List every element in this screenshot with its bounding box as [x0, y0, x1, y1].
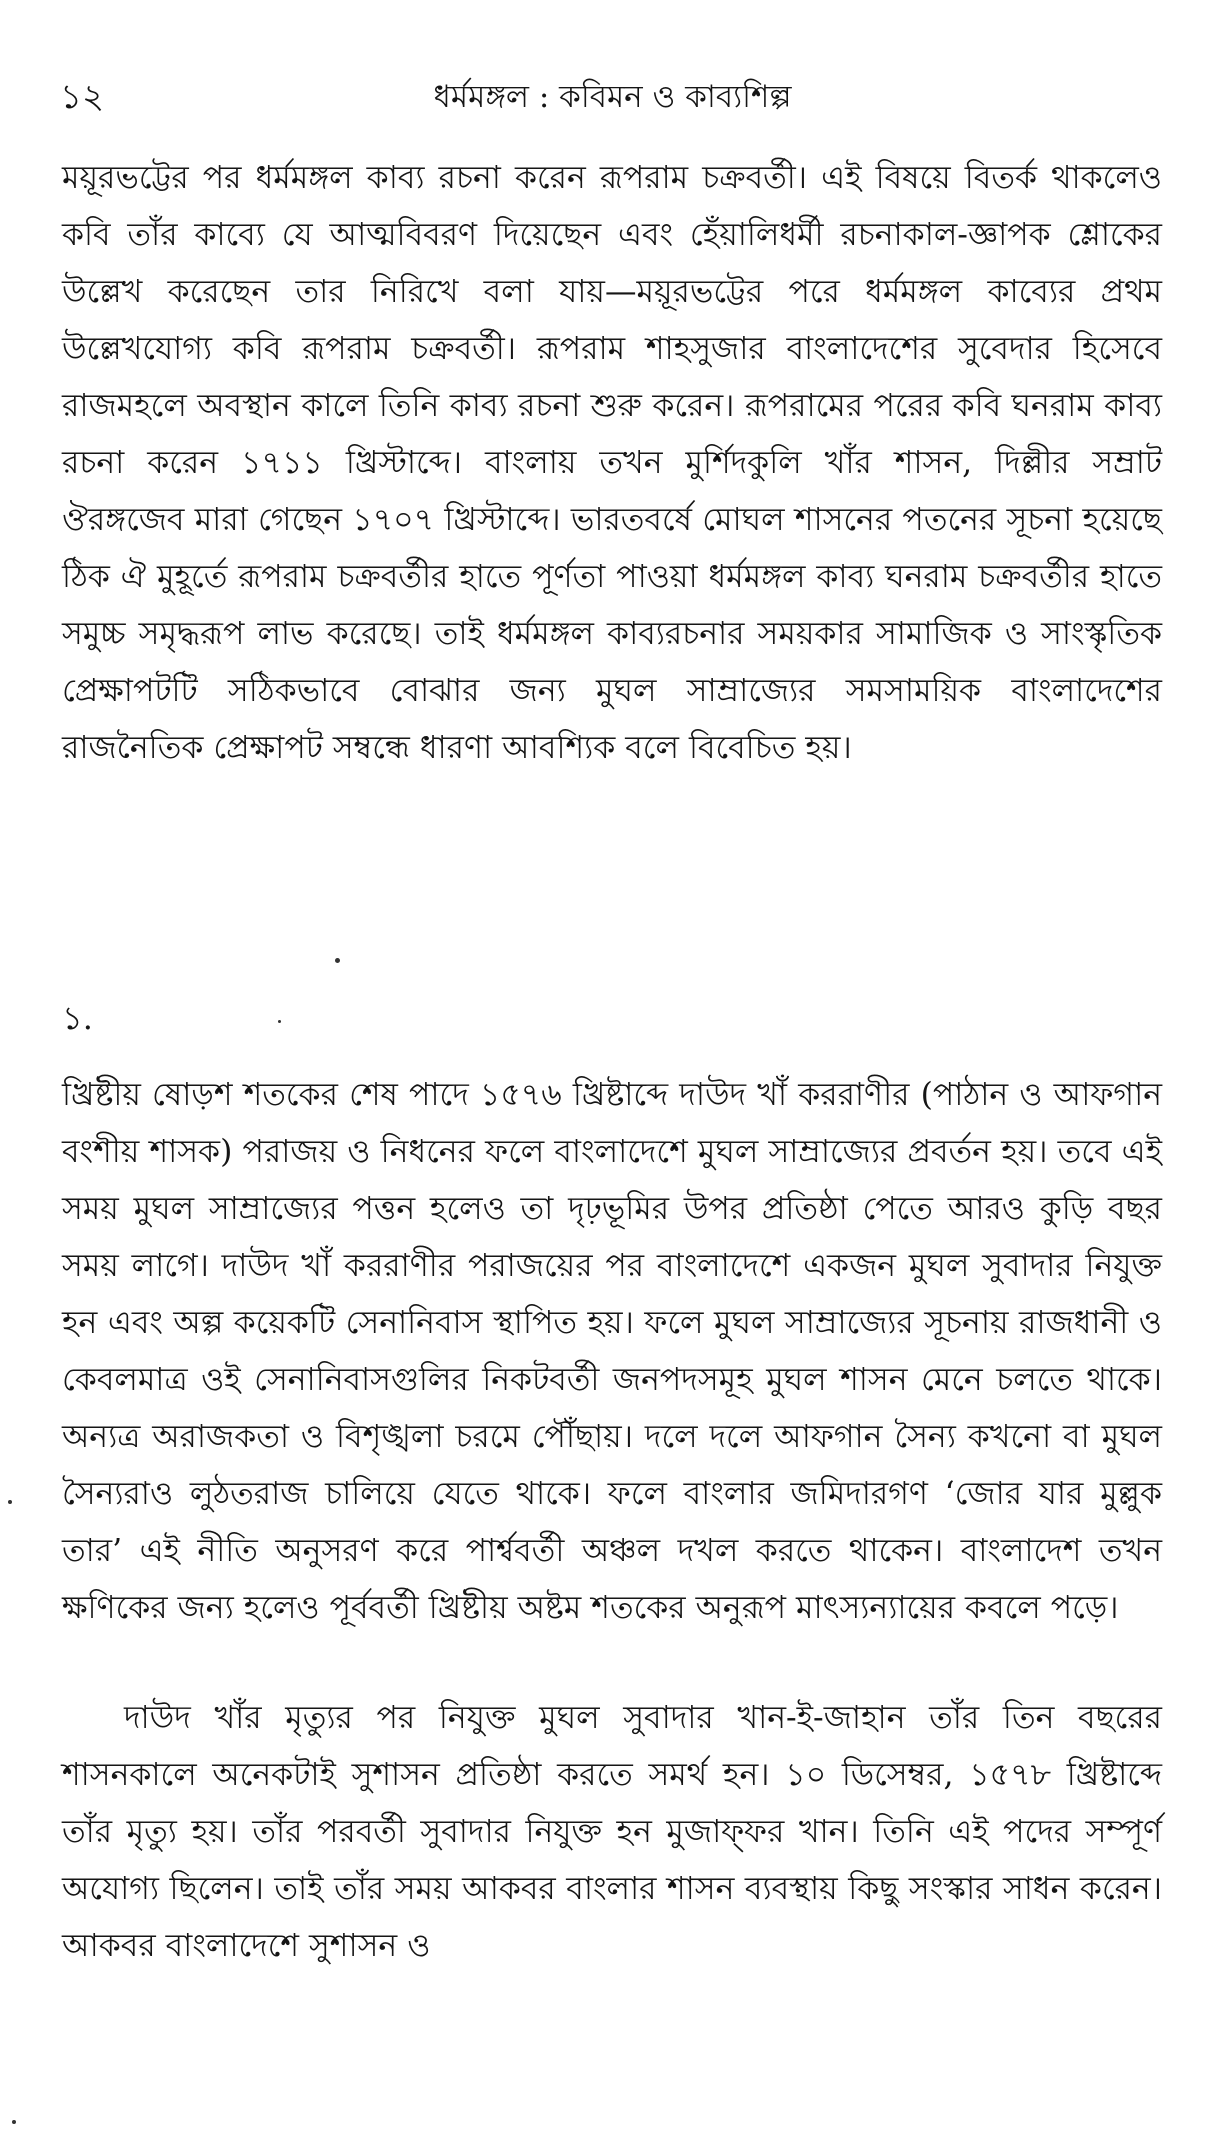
section-number: ১.	[62, 999, 93, 1037]
scan-speck	[278, 1020, 281, 1023]
running-title: ধর্মমঙ্গল : কবিমন ও কাব্যশিল্প	[433, 79, 792, 115]
page-number: ১২	[60, 77, 105, 117]
running-head	[60, 72, 1165, 122]
scan-speck	[12, 2120, 16, 2124]
body-paragraph: খ্রিষ্টীয় ষোড়শ শতকের শেষ পাদে ১৫৭৬ খ্রিষ্টাব্দে দাউদ খাঁ কররাণীর (পাঠান ও আফগান বংশীয় শাসক) পরাজয় ও নিধনের ফলে বাংলাদেশে মুঘল সাম্রাজ্যের প্রবর্তন হয়। তবে এই সময় মুঘল সাম্রাজ্যের পত্তন হলেও তা দৃঢ়ভূমির উপর প্রতিষ্ঠা পেতে আরও কুড়ি বছর সময় লাগে। দাউদ খাঁ কররাণীর পরাজয়ের পর বাংলাদেশে একজন মুঘল সুবাদার নিযুক্ত হন এবং অল্প কয়েকটি সেনানিবাস স্থাপিত হয়। ফলে মুঘল সাম্রাজ্যের সূচনায় রাজধানী ও কেবলমাত্র ওই সেনানিবাসগুলির নিকটবর্তী জনপদসমূহ মুঘল শাসন মেনে চলতে থাকে। অন্যত্র অরাজকতা ও বিশৃঙ্খলা চরমে পৌঁছায়। দলে দলে আফগান সৈন্য কখনো বা মুঘল সৈন্যরাও লুঠতরাজ চালিয়ে যেতে থাকে। ফলে বাংলার জমিদারগণ ‘জোর যার মুল্লুক তার’ এই নীতি অনুসরণ করে পার্শ্ববর্তী অঞ্চল দখল করতে থাকেন। বাংলাদেশ তখন ক্ষণিকের জন্য হলেও পূর্ববর্তী খ্রিষ্টীয় অষ্টম শতকের অনুরূপ মাৎস্যন্যায়ের কবলে পড়ে।	[62, 1077, 1162, 1626]
scan-speck	[335, 958, 340, 963]
scan-speck	[8, 1500, 12, 1504]
body-paragraph: ময়ূরভট্টের পর ধর্মমঙ্গল কাব্য রচনা করেন রূপরাম চক্রবর্তী। এই বিষয়ে বিতর্ক থাকলেও কবি তাঁর কাব্যে যে আত্মবিবরণ দিয়েছেন এবং হেঁয়ালিধর্মী রচনাকাল-জ্ঞাপক শ্লোকের উল্লেখ করেছেন তার নিরিখে বলা যায়—ময়ূরভট্টের পরে ধর্মমঙ্গল কাব্যের প্রথম উল্লেখযোগ্য কবি রূপরাম চক্রবর্তী। রূপরাম শাহসুজার বাংলাদেশের সুবেদার হিসেবে রাজমহলে অবস্থান কালে তিনি কাব্য রচনা শুরু করেন। রূপরামের পরের কবি ঘনরাম কাব্য রচনা করেন ১৭১১ খ্রিস্টাব্দে। বাংলায় তখন মুর্শিদকুলি খাঁর শাসন, দিল্লীর সম্রাট ঔরঙ্গজেব মারা গেছেন ১৭০৭ খ্রিস্টাব্দে। ভারতবর্ষে মোঘল শাসনের পতনের সূচনা হয়েছে ঠিক ঐ মুহূর্তে রূপরাম চক্রবর্তীর হাতে পূর্ণতা পাওয়া ধর্মমঙ্গল কাব্য ঘনরাম চক্রবর্তীর হাতে সমুচ্চ সমৃদ্ধরূপ লাভ করেছে। তাই ধর্মমঙ্গল কাব্যরচনার সময়কার সামাজিক ও সাংস্কৃতিক প্রেক্ষাপটটি সঠিকভাবে বোঝার জন্য মুঘল সাম্রাজ্যের সমসাময়িক বাংলাদেশের রাজনৈতিক প্রেক্ষাপট সম্বন্ধে ধারণা আবশ্যিক বলে বিবেচিত হয়।	[62, 160, 1162, 766]
body-paragraph: দাউদ খাঁর মৃত্যুর পর নিযুক্ত মুঘল সুবাদার খান-ই-জাহান তাঁর তিন বছরের শাসনকালে অনেকটাই সুশাসন প্রতিষ্ঠা করতে সমর্থ হন। ১০ ডিসেম্বর, ১৫৭৮ খ্রিষ্টাব্দে তাঁর মৃত্যু হয়। তাঁর পরবর্তী সুবাদার নিযুক্ত হন মুজাফ্ফর খান। তিনি এই পদের সম্পূর্ণ অযোগ্য ছিলেন। তাই তাঁর সময় আকবর বাংলার শাসন ব্যবস্থায় কিছু সংস্কার সাধন করেন। আকবর বাংলাদেশে সুশাসন ও	[62, 1700, 1162, 1964]
